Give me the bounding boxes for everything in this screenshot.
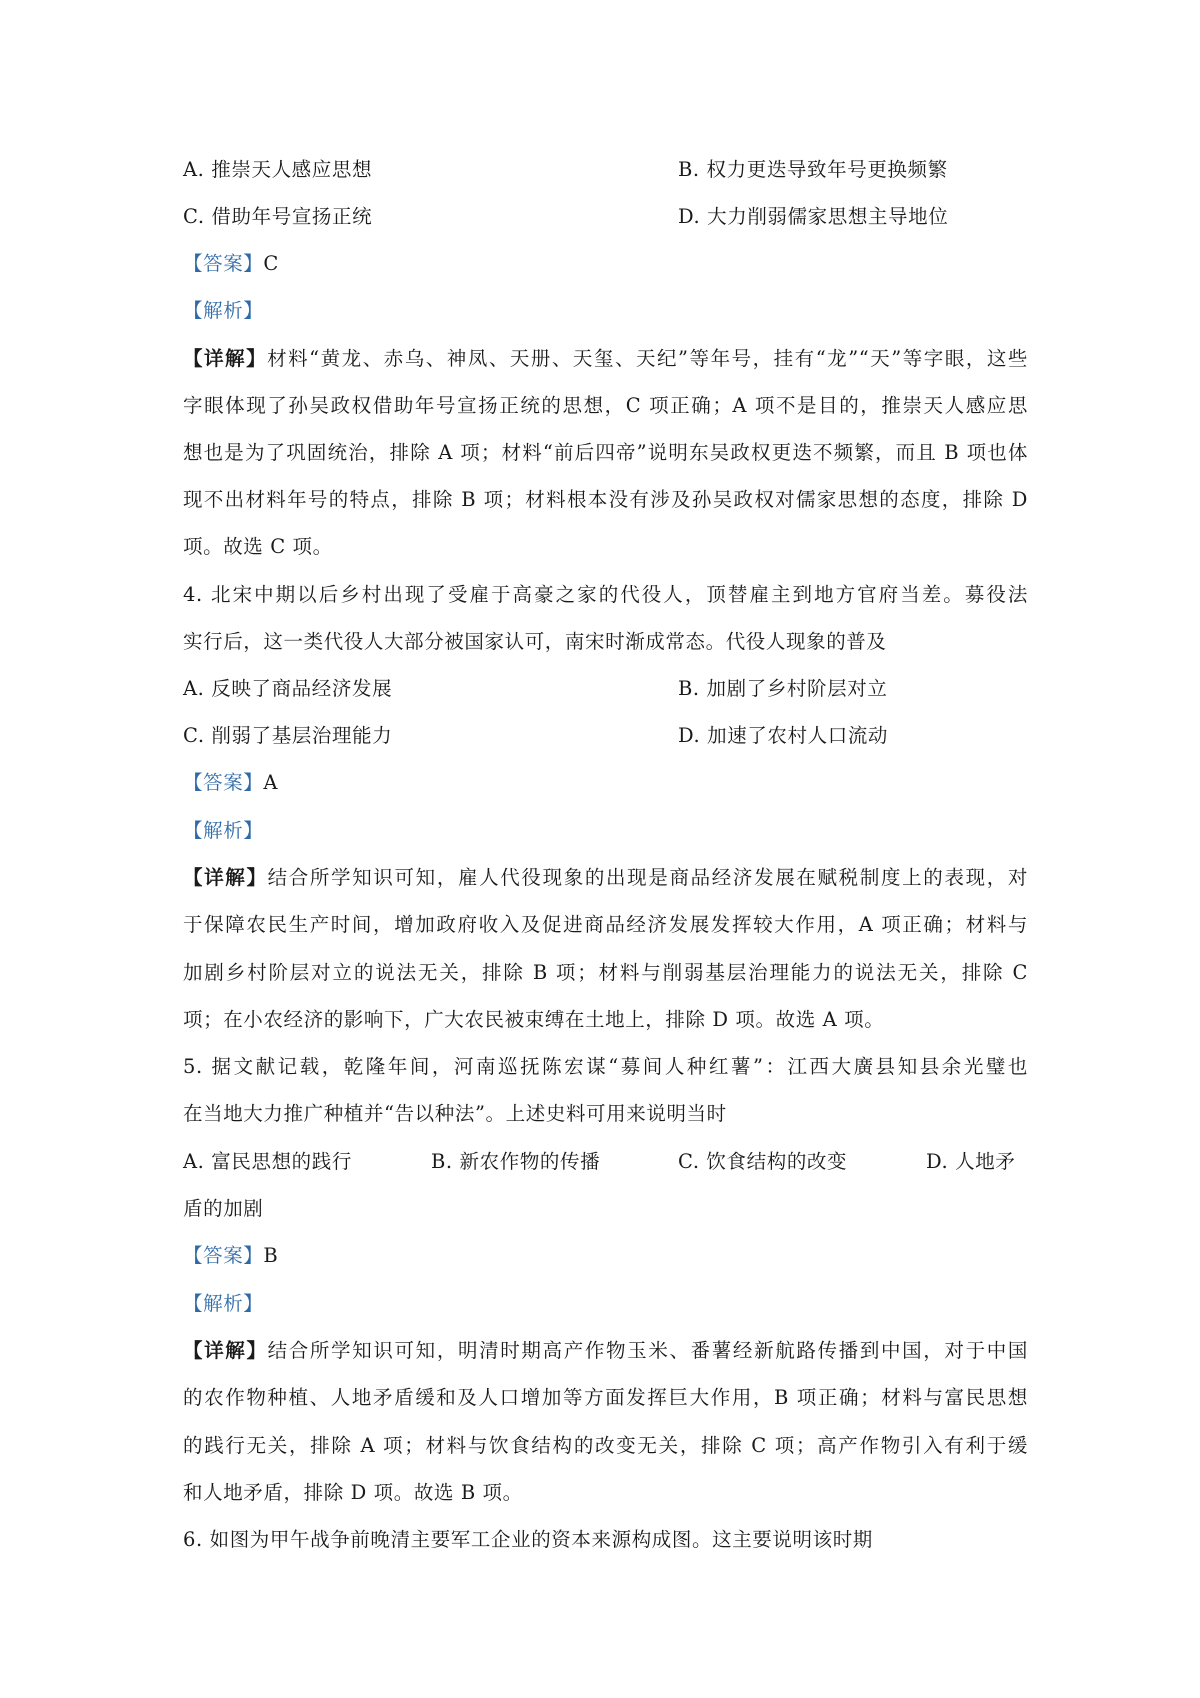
q4-answer-value: A <box>263 771 279 794</box>
q5-option-a: A. 富民思想的践行 <box>183 1150 352 1173</box>
q3-detail-label: 【详解】 <box>183 347 268 370</box>
q5-option-b: B. 新农作物的传播 <box>431 1150 601 1173</box>
q3-answer-value: C <box>263 252 279 275</box>
q4-option-c: C. 削弱了基层治理能力 <box>183 724 393 747</box>
q3-detail-line-1 <box>183 345 1028 373</box>
q5-answer-value: B <box>263 1244 279 1267</box>
q5-detail-line-2: 的农作物种植、人地矛盾缓和及人口增加等方面发挥巨大作用，B 项正确；材料与富民思想 <box>183 1386 1028 1409</box>
q5-answer <box>183 1242 1028 1270</box>
q4-answer <box>183 769 1028 797</box>
q5-detail-line-1 <box>183 1337 1028 1365</box>
q3-detail-line-3: 想也是为了巩固统治，排除 A 项；材料“前后四帝”说明东吴政权更迭不频繁，而且 B 项也体 <box>183 441 1028 464</box>
q4-option-d: D. 加速了农村人口流动 <box>678 724 889 747</box>
q4-analysis-label: 【解析】 <box>183 819 264 842</box>
q3-detail-line-5: 项。故选 C 项。 <box>183 535 333 558</box>
q3-option-a: A. 推崇天人感应思想 <box>183 158 373 181</box>
q5-stem-line-1: 5. 据文献记载，乾隆年间，河南巡抚陈宏谋“募间人种红薯”：江西大廣县知县余光璧也 <box>183 1055 1028 1078</box>
q4-stem-line-2: 实行后，这一类代役人大部分被国家认可，南宋时渐成常态。代役人现象的普及 <box>183 630 887 653</box>
q6-stem-line-1: 6. 如图为甲午战争前晚清主要军工企业的资本来源构成图。这主要说明该时期 <box>183 1528 873 1551</box>
q4-detail-text-1: 结合所学知识可知，雇人代役现象的出现是商品经济发展在赋税制度上的表现，对 <box>267 866 1028 889</box>
q3-detail-text-1: 材料“黄龙、赤乌、神凤、天册、天玺、天纪”等年号，挂有“龙”“天”等字眼，这些 <box>267 347 1029 370</box>
q5-analysis-label: 【解析】 <box>183 1292 264 1315</box>
q3-detail-line-2: 字眼体现了孙吴政权借助年号宣扬正统的思想，C 项正确；A 项不是目的，推崇天人感应思 <box>183 394 1028 417</box>
q4-detail-line-1 <box>183 864 1028 892</box>
q5-stem-line-2: 在当地大力推广种植并“告以种法”。上述史料可用来说明当时 <box>183 1102 727 1125</box>
q3-option-d: D. 大力削弱儒家思想主导地位 <box>678 205 949 228</box>
q5-detail-label: 【详解】 <box>183 1339 268 1362</box>
q3-analysis-label: 【解析】 <box>183 299 264 322</box>
q3-detail-line-4: 现不出材料年号的特点，排除 B 项；材料根本没有涉及孙吴政权对儒家思想的态度，排除 D <box>183 488 1028 511</box>
q4-detail-line-2: 于保障农民生产时间，增加政府收入及促进商品经济发展发挥较大作用，A 项正确；材料与 <box>183 913 1028 936</box>
q5-detail-line-4: 和人地矛盾，排除 D 项。故选 B 项。 <box>183 1481 523 1504</box>
q4-stem-line-1: 4. 北宋中期以后乡村出现了受雇于高豪之家的代役人，顶替雇主到地方官府当差。募役法 <box>183 583 1028 606</box>
q5-detail-text-1: 结合所学知识可知，明清时期高产作物玉米、番薯经新航路传播到中国，对于中国 <box>267 1339 1028 1362</box>
q4-option-a: A. 反映了商品经济发展 <box>183 677 393 700</box>
q4-answer-label: 【答案】 <box>183 771 264 794</box>
q5-option-d-continued: 盾的加剧 <box>183 1197 264 1220</box>
q3-answer <box>183 250 1028 278</box>
q5-option-c: C. 饮食结构的改变 <box>678 1150 848 1173</box>
q3-option-c: C. 借助年号宣扬正统 <box>183 205 373 228</box>
q4-detail-line-3: 加剧乡村阶层对立的说法无关，排除 B 项；材料与削弱基层治理能力的说法无关，排除 C <box>183 961 1028 984</box>
q5-option-d: D. 人地矛 <box>926 1150 1016 1173</box>
q4-detail-label: 【详解】 <box>183 866 268 889</box>
q3-option-b: B. 权力更迭导致年号更换频繁 <box>678 158 948 181</box>
q4-option-b: B. 加剧了乡村阶层对立 <box>678 677 888 700</box>
q5-answer-label: 【答案】 <box>183 1244 264 1267</box>
q3-answer-label: 【答案】 <box>183 252 264 275</box>
q5-detail-line-3: 的践行无关，排除 A 项；材料与饮食结构的改变无关，排除 C 项；高产作物引入有利于缓 <box>183 1434 1028 1457</box>
q4-detail-line-4: 项；在小农经济的影响下，广大农民被束缚在土地上，排除 D 项。故选 A 项。 <box>183 1008 885 1031</box>
